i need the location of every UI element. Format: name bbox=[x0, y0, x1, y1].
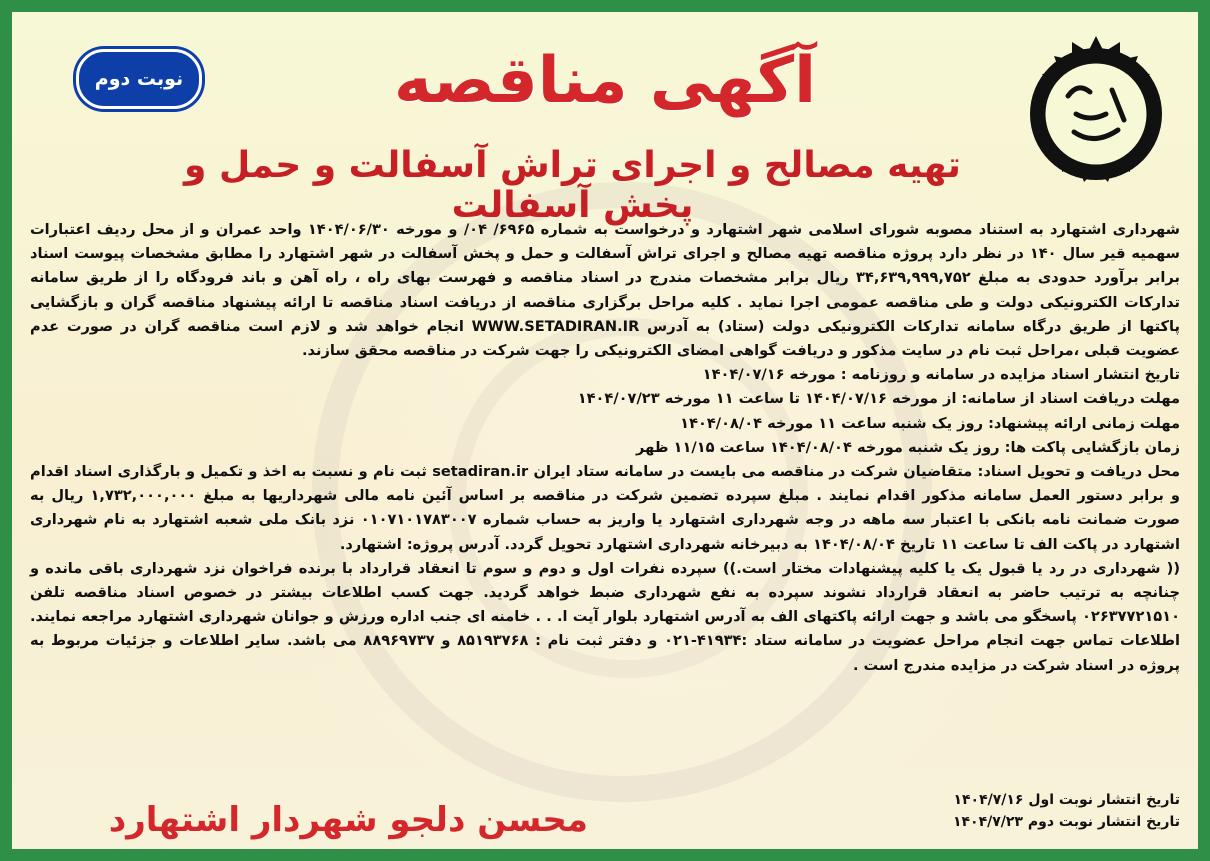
body-paragraph-terms: (( شهرداری در رد یا قبول یک یا کلیه پیشنهادات مختار است.)) سپرده نفرات اول و دوم و سوم تا انعقاد قرارداد با برنده فراخوان نزد شهرداری باقی مانده و چنانچه به ترتیب حاضر به انعقاد قرارداد نشوند سپرده به نفع شهرداری ضبط خواهد گردید. جهت کسب اطلاعات بیشتر در خصوص اسناد مناقصه تلفن ۰۲۶۳۷۷۲۱۵۱۰ پاسخگو می باشد و جهت ارائه پاکتهای الف به آدرس اشتهارد بلوار آیت ا. . . خامنه ای جنب اداره ورزش و جوانان شهرداری اشتهارد مراجعه نمایند. اطلاعات تماس جهت انجام مراحل عضویت در سامانه ستاد :۴۱۹۳۴-۰۲۱ و دفتر ثبت نام : ۸۵۱۹۳۷۶۸ و ۸۸۹۶۹۷۳۷ می باشد. سایر اطلاعات و جزئیات مربوط به پروژه در اسناد شرکت در مزایده مندرج است . bbox=[30, 559, 1180, 674]
mayor-signature: محسن دلجو شهردار اشتهارد bbox=[108, 800, 588, 840]
body-paragraph-delivery: محل دریافت و تحویل اسناد: متقاضیان شرکت در مناقصه می بایست در سامانه ستاد ایران setadiran.ir ثبت نام و نسبت به اخذ و تکمیل و بارگذاری اسناد اقدام و برابر دستور العمل سامانه مذکور اقدام نمایند . مبلغ سپرده تضمین شرکت در مناقصه بر اساس آئین نامه مالی شهرداریها به مبلغ ۱,۷۳۲,۰۰۰,۰۰۰ ریال به صورت ضمانت نامه بانکی با اعتبار سه ماهه در وجه شهرداری اشتهارد یا واریز به حساب شماره ۰۱۰۷۱۰۱۷۸۳۰۰۷ نزد بانک ملی شعبه اشتهارد به نام شهرداری اشتهارد در پاکت الف تا ساعت ۱۱ تاریخ ۱۴۰۴/۰۸/۰۴ به دبیرخانه شهرداری اشتهارد تحویل گردد. آدرس پروژه: اشتهارد. bbox=[30, 463, 1181, 553]
second-round-badge: نوبت دوم bbox=[76, 49, 202, 109]
first-publication-date: تاریخ انتشار نوبت اول ۱۴۰۴/۷/۱۶ bbox=[953, 792, 1180, 808]
second-publication-date: تاریخ انتشار نوبت دوم ۱۴۰۴/۷/۲۳ bbox=[952, 814, 1180, 830]
body-line-publish-date: تاریخ انتشار اسناد مزایده در سامانه و روزنامه : مورخه ۱۴۰۴/۰۷/۱۶ bbox=[702, 366, 1180, 384]
notice-title: آگهی مناقصه bbox=[394, 44, 816, 118]
municipality-seal-icon bbox=[1016, 34, 1176, 194]
publication-dates bbox=[900, 789, 1180, 833]
body-line-submission-deadline: مهلت زمانی ارائه پیشنهاد: روز یک شنبه ساعت ۱۱ مورخه ۱۴۰۴/۰۸/۰۴ bbox=[680, 414, 1180, 432]
notice-body bbox=[30, 218, 1180, 678]
notice-subtitle: تهیه مصالح و اجرای تراش آسفالت و حمل و پخش آسفالت bbox=[184, 145, 961, 226]
body-line-opening-time: زمان بازگشایی پاکت ها: روز یک شنبه مورخه ۱۴۰۴/۰۸/۰۴ ساعت ۱۱/۱۵ ظهر bbox=[636, 438, 1180, 456]
body-paragraph-intro: شهرداری اشتهارد به استناد مصوبه شورای اسلامی شهر اشتهارد و درخواست به شماره ۶۹۶۵/ ۰۴/ و مورخه ۱۴۰۴/۰۶/۳۰ واحد عمران و از محل ردیف اعتبارات سهمیه قیر سال ۱۴۰ در نظر دارد پروژه مناقصه تهیه مصالح و اجرای تراش آسفالت و حمل و پخش آسفالت در شهر اشتهارد را مطابق مشخصات پیوست اسناد برابر برآورد حدودی به مبلغ ۳۴,۶۳۹,۹۹۹,۷۵۲ ریال برابر مشخصات مندرج در اسناد مناقصه و فهرست بهای راه ، راه آهن و باند فرودگاه را از طریق سامانه تدارکات الکترونیکی دولت و طی مناقصه عمومی اجرا نماید . کلیه مراحل برگزاری مناقصه از دریافت اسناد مناقصه تا ارائه پیشنهاد مناقصه گران و بازگشایی پاکتها از طریق درگاه سامانه تدارکات الکترونیکی دولت (ستاد) به آدرس WWW.SETADIRAN.IR انجام خواهد شد و لازم است مناقصه گران در صورت عدم عضویت قبلی ،مراحل ثبت نام در سایت مذکور و دریافت گواهی امضای الکترونیکی را جهت شرکت در مناقصه محقق سازند. bbox=[30, 221, 1180, 360]
body-line-document-deadline: مهلت دریافت اسناد از سامانه: از مورخه ۱۴۰۴/۰۷/۱۶ تا ساعت ۱۱ مورخه ۱۴۰۴/۰۷/۲۳ bbox=[577, 390, 1180, 408]
